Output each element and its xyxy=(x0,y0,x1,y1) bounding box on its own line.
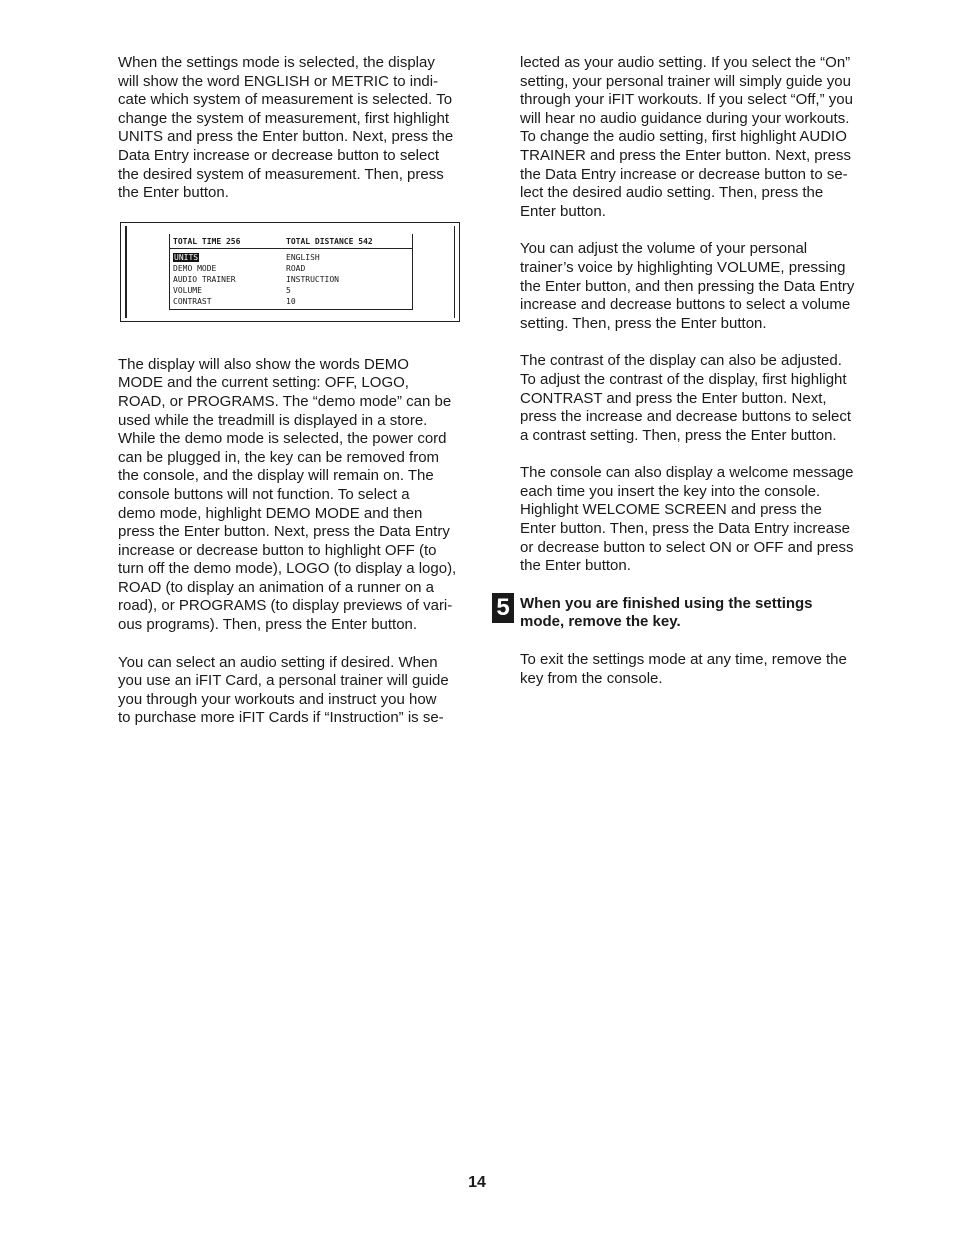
welcome-screen-paragraph: The console can also display a welcome message each time you insert the key into the console. Highlight WELCOME SCREEN and press the Enter button. Then, press the Data Entry increase or decrease button to select ON or OFF and press the Enter button. xyxy=(520,464,854,575)
lcd-value-audio-trainer: INSTRUCTION xyxy=(286,274,339,284)
audio-setting-paragraph: You can select an audio setting if desired. When you use an iFIT Card, a personal trainer will guide you through your workouts and instruct you how to purchase more iFIT Cards if “Instruction” is se- xyxy=(118,653,449,727)
lcd-row-demo-mode xyxy=(170,263,412,274)
lcd-row-volume xyxy=(170,285,412,296)
right-column xyxy=(496,54,872,707)
contrast-paragraph: The contrast of the display can also be adjusted. To adjust the contrast of the display, first highlight CONTRAST and press the Enter button. Next, press the increase and decrease buttons to select a contrast setting. Then, press the Enter button. xyxy=(520,352,852,444)
page-number: 14 xyxy=(468,1174,486,1191)
exit-settings-paragraph: To exit the settings mode at any time, remove the key from the console. xyxy=(520,651,847,687)
step-5 xyxy=(496,593,872,632)
step-heading: When you are finished using the settings mode, remove the key. xyxy=(520,594,813,631)
lcd-settings-list xyxy=(170,249,412,307)
left-column xyxy=(118,54,468,747)
console-display-illustration xyxy=(120,222,460,322)
step-number-badge: 5 xyxy=(492,593,514,623)
lcd-total-time: TOTAL TIME 256 xyxy=(173,236,241,246)
audio-setting-continued-paragraph: lected as your audio setting. If you select the “On” setting, your personal trainer will simply guide you through your iFIT workouts. If you select “Off,” you will hear no audio guidance during your workouts. To change the audio setting, first highlight AUDIO TRAINER and press the Enter button. Next, press the Data Entry increase or decrease button to se- lect the desired audio setting. Then, press the Enter button. xyxy=(520,54,853,220)
lcd-header xyxy=(170,234,412,249)
lcd-label-audio-trainer: AUDIO TRAINER xyxy=(173,274,236,284)
demo-mode-paragraph: The display will also show the words DEMO MODE and the current setting: OFF, LOGO, ROAD, or PROGRAMS. The “demo mode” can be used while the treadmill is displayed in a store. While the demo mode is selected, the power cord can be plugged in, the key can be removed from the console, and the display will remain on. The console buttons will not function. To select a demo mode, highlight DEMO MODE and then press the Enter button. Next, press the Data Entry increase or decrease button to highlight OFF (to turn off the demo mode), LOGO (to display a logo), ROAD (to display an animation of a runner on a road), or PROGRAMS (to display previews of vari- ous programs). Then, press the Enter button. xyxy=(118,355,457,634)
lcd-value-volume: 5 xyxy=(286,285,291,295)
lcd-label-contrast: CONTRAST xyxy=(173,296,212,306)
lcd-row-contrast xyxy=(170,296,412,307)
lcd-row-units xyxy=(170,252,412,263)
lcd-label-volume: VOLUME xyxy=(173,285,202,295)
lcd-row-audio-trainer xyxy=(170,274,412,285)
volume-paragraph: You can adjust the volume of your personal trainer’s voice by highlighting VOLUME, pressing the Enter button, and then pressing the Data Entry increase and decrease buttons to select a volume setting. Then, press the Enter button. xyxy=(520,240,855,332)
display-frame-right xyxy=(454,226,456,318)
lcd-label-units: UNITS xyxy=(174,252,199,262)
lcd-value-contrast: 10 xyxy=(286,296,296,306)
lcd-value-units: ENGLISH xyxy=(286,252,320,262)
units-paragraph: When the settings mode is selected, the display will show the word ENGLISH or METRIC to indi- cate which system of measurement is selected. To change the system of measurement, first highlight UNITS and press the Enter button. Next, press the Data Entry increase or decrease button to select the desired system of measurement. Then, press the Enter button. xyxy=(118,54,454,202)
lcd-value-demo-mode: ROAD xyxy=(286,263,306,273)
display-frame-left xyxy=(125,226,127,318)
lcd-total-distance: TOTAL DISTANCE 542 xyxy=(286,236,373,246)
lcd-label-demo-mode: DEMO MODE xyxy=(173,263,217,273)
lcd-screen xyxy=(169,234,413,310)
